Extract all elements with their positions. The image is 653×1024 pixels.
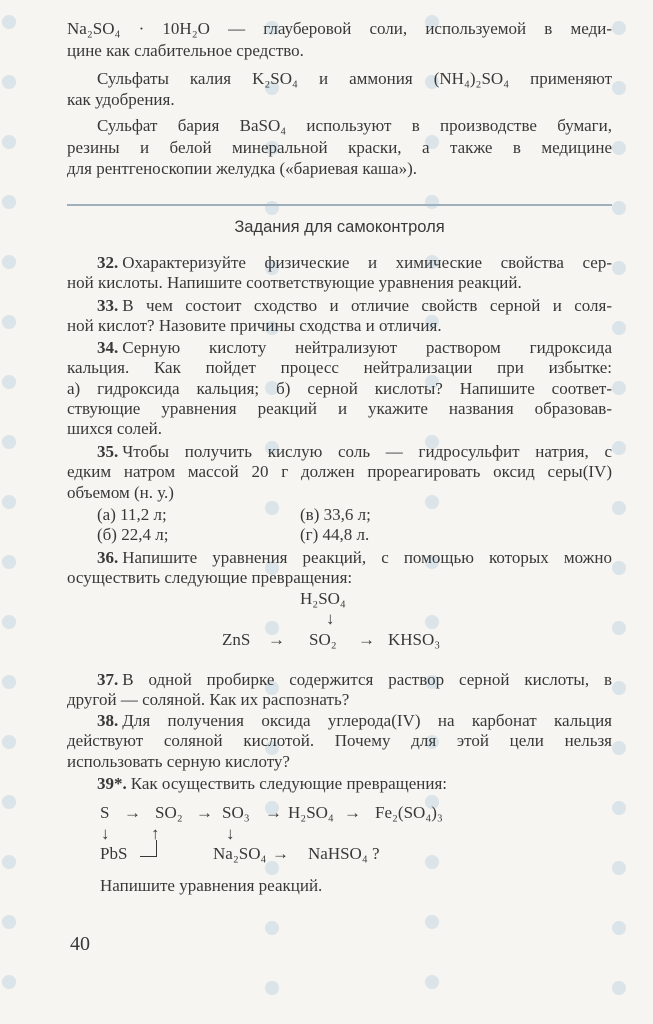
formula: H₂SO₄ [300,589,346,608]
task-text: Для получения оксида углерода(IV) на карбонат кальция [122,711,612,730]
watermark-logo-icon [425,915,439,929]
task-text: Охарактеризуйте физические и химические свойства сер- [122,253,612,272]
task-39-line [67,774,612,794]
task-39-closing: Напишите уравнения реакций. [100,876,323,895]
watermark-logo-icon [612,621,626,635]
right-arrow-icon: → [265,803,282,822]
task-33-line [67,296,612,316]
watermark-logo-icon [2,735,16,749]
watermark-logo-icon [2,195,16,209]
task-32-line [67,253,612,273]
text-line: резины и белой минеральной краски, а также в медицине [67,138,612,157]
task-text: Серную кислоту нейтрализуют раствором гидроксида [122,338,612,357]
watermark-logo-icon [2,315,16,329]
formula: S [100,803,110,822]
task-32-line: ной кислоты. Напишите соответствующие уравнения реакций. [67,273,522,292]
watermark-logo-icon [612,561,626,575]
watermark-logo-icon [2,675,16,689]
watermark-logo-icon [2,915,16,929]
task-37-line [67,670,612,690]
task-number: 35. [97,442,119,461]
formula: KHSO₃ [388,630,441,649]
watermark-logo-icon [2,135,16,149]
watermark-logo-icon [2,75,16,89]
task-38-line: действуют соляной кислотой. Почему для этой цели нельзя [67,731,612,750]
answer-option-a: (а) 11,2 л; [97,505,167,524]
task-34-line [67,338,612,358]
watermark-logo-icon [612,501,626,515]
watermark-logo-icon [612,21,626,35]
text-line: Na₂SO₄ · 10H₂O — глауберовой соли, используемой в меди- [67,19,612,38]
task-34-line: кальция. Как пойдет процесс нейтрализации при избытке: [67,358,612,377]
right-arrow-icon: → [272,844,289,863]
watermark-logo-icon [2,495,16,509]
task-35-line: едким натром массой 20 г должен прореагировать оксид серы(IV) [67,462,612,481]
watermark-logo-icon [425,615,439,629]
watermark-logo-icon [612,261,626,275]
answer-option-b: (б) 22,4 л; [97,525,169,544]
down-arrow-icon: ↓ [101,824,110,843]
watermark-logo-icon [612,141,626,155]
watermark-logo-icon [425,195,439,209]
text-line: Сульфат бария BaSO₄ используют в производстве бумаги, [97,116,612,135]
down-arrow-icon: ↓ [326,609,335,628]
watermark-logo-icon [612,321,626,335]
task-number: 32. [97,253,119,272]
watermark-logo-icon [265,501,279,515]
watermark-logo-icon [425,855,439,869]
formula: ZnS [222,630,251,649]
task-36-line [67,548,612,568]
task-34-line: а) гидроксида кальция; б) серной кислоты? Напишите соответ- [67,379,612,398]
watermark-logo-icon [2,795,16,809]
watermark-logo-icon [2,615,16,629]
text-line: Сульфаты калия K₂SO₄ и аммония (NH₄)₂SO₄ применяют [97,69,612,88]
task-text: В чем состоит сходство и отличие свойств серной и соля- [122,296,612,315]
section-title: Задания для самоконтроля [234,218,445,236]
task-text: Как осуществить следующие превращения: [130,774,448,793]
connector-line [140,840,157,857]
answer-option-v: (в) 33,6 л; [300,505,371,524]
formula: SO₂ [155,803,183,822]
up-arrow-icon: ↑ [151,824,160,843]
watermark-logo-icon [612,681,626,695]
text-line: для рентгеноскопии желудка («бариевая каша»). [67,159,418,178]
task-38-line: использовать серную кислоту? [67,752,290,771]
task-35-line [67,442,612,462]
task-number: 38. [97,711,119,730]
right-arrow-icon: → [358,630,375,649]
watermark-logo-icon [612,741,626,755]
watermark-logo-icon [612,81,626,95]
task-text: В одной пробирке содержится раствор серной кислоты, в [122,670,612,689]
task-37-line: другой — соляной. Как их распознать? [67,690,350,709]
task-text: Чтобы получить кислую соль — гидросульфит натрия, с [122,442,612,461]
watermark-logo-icon [265,921,279,935]
watermark-logo-icon [2,255,16,269]
watermark-logo-icon [612,381,626,395]
formula: H₂SO₄ [288,803,334,822]
text-line: цине как слабительное средство. [67,41,304,60]
formula: SO₂ [309,630,337,649]
down-arrow-icon: ↓ [226,824,235,843]
watermark-logo-icon [2,975,16,989]
formula: Na₂SO₄ [213,844,267,863]
watermark-logo-icon [612,201,626,215]
task-number: 36. [97,548,119,567]
watermark-logo-icon [612,981,626,995]
right-arrow-icon: → [268,630,285,649]
formula: Fe₂(SO₄)₃ [375,803,443,822]
watermark-logo-icon [612,861,626,875]
task-38-line [67,711,612,731]
task-number: 34. [97,338,119,357]
watermark-logo-icon [2,435,16,449]
task-number: 33. [97,296,119,315]
watermark-logo-icon [265,981,279,995]
text-line: как удобрения. [67,90,175,109]
watermark-logo-icon [2,375,16,389]
page-number: 40 [70,933,90,955]
formula: PbS [100,844,128,863]
task-36-line: осуществить следующие превращения: [67,568,353,587]
right-arrow-icon: → [344,803,361,822]
watermark-logo-icon [2,855,16,869]
task-text: Напишите уравнения реакций, с помощью которых можно [122,548,612,567]
right-arrow-icon: → [196,803,213,822]
task-number: 39*. [97,774,127,793]
task-34-line: шихся солей. [67,419,163,438]
section-divider [67,204,612,206]
watermark-logo-icon [2,555,16,569]
watermark-logo-icon [612,801,626,815]
formula: NaHSO₄ ? [308,844,380,863]
formula: SO₃ [222,803,250,822]
task-number: 37. [97,670,119,689]
task-35-line: объемом (н. у.) [67,483,174,502]
right-arrow-icon: → [124,803,141,822]
watermark-logo-icon [425,975,439,989]
watermark-logo-icon [2,15,16,29]
task-33-line: ной кислот? Назовите причины сходства и отличия. [67,316,442,335]
watermark-logo-icon [612,441,626,455]
watermark-logo-icon [612,921,626,935]
answer-option-g: (г) 44,8 л. [300,525,370,544]
task-34-line: ствующие уравнения реакций и укажите названия образовав- [67,399,612,418]
